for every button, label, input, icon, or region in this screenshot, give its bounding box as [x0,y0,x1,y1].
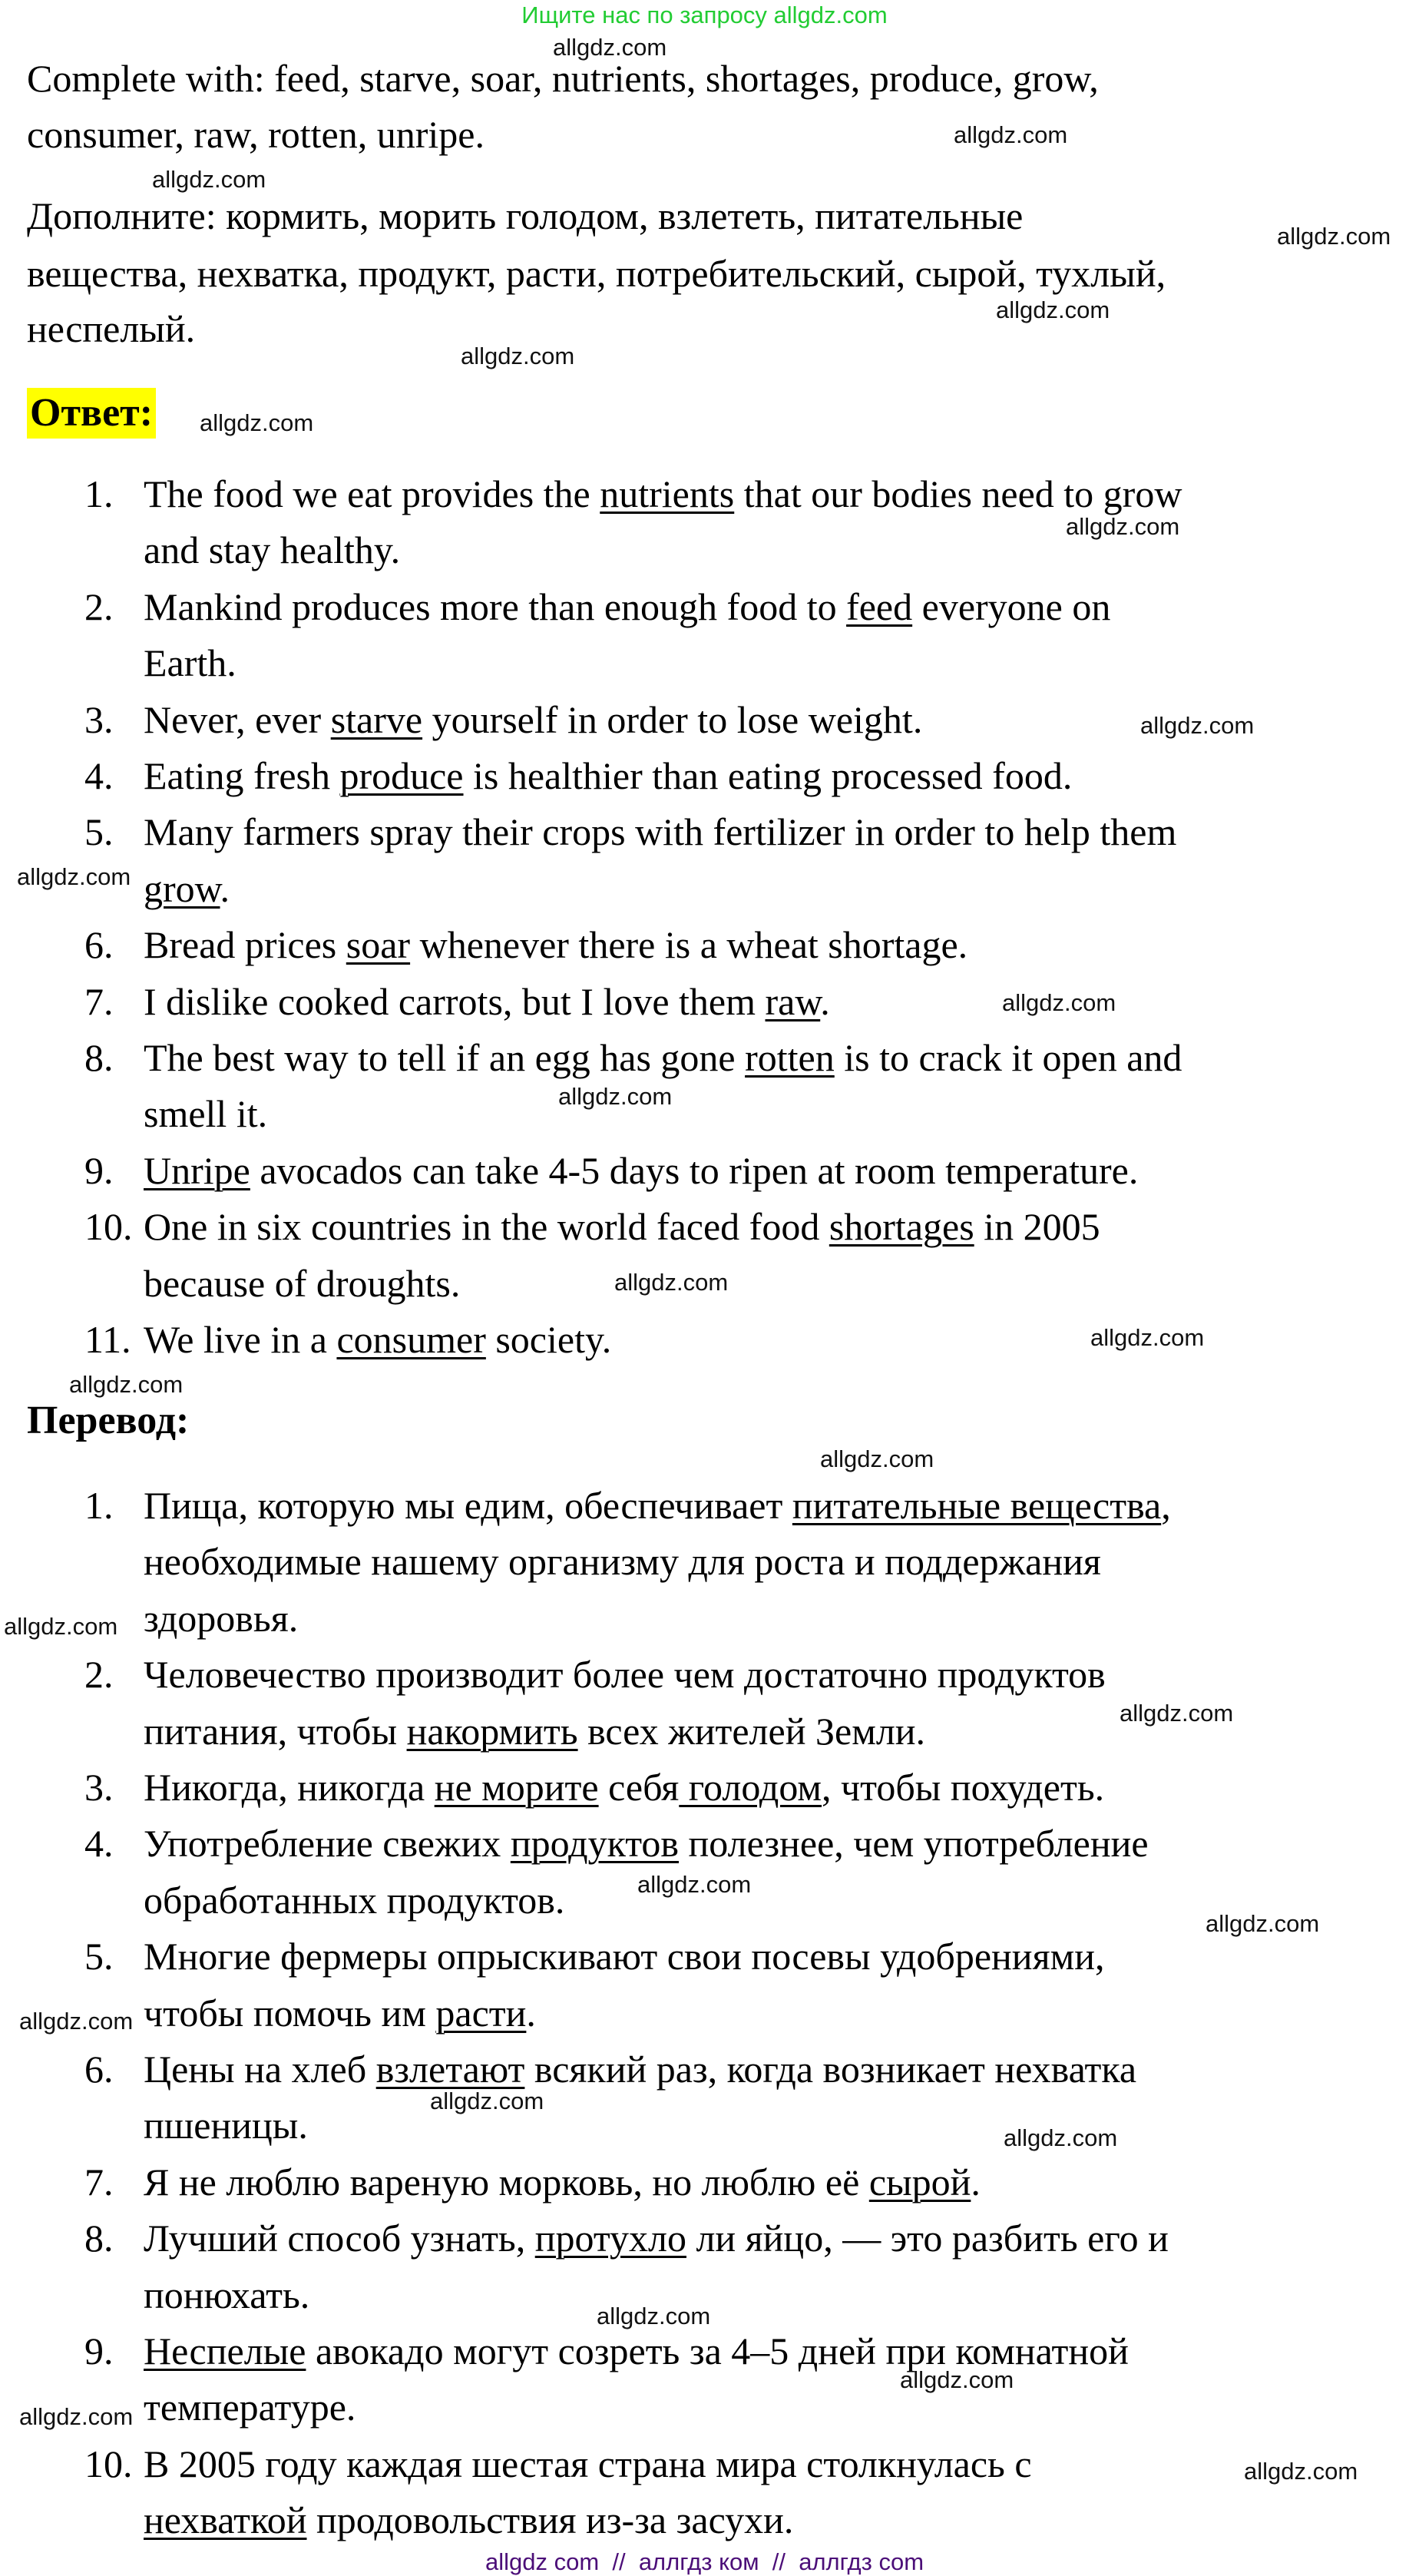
underlined-answer-word: nutrients [600,472,735,515]
sentence-text: всех жителей Земли. [577,1709,926,1753]
answer-item-number: 9. [84,1148,114,1192]
underlined-answer-word: сырой [868,2160,971,2204]
translation-item-line [144,2215,1169,2261]
translation-item-line [144,1990,536,2036]
answer-item-line [144,1091,267,1137]
translation-item-number: 7. [84,2160,114,2204]
sentence-text: всякий раз, когда возникает нехватка [524,2048,1137,2091]
underlined-answer-word: feed [846,584,913,628]
answer-item-line [144,1147,1138,1194]
underlined-answer-word: Неспелые [144,2329,306,2372]
watermark-text: allgdz.com [4,1613,118,1640]
watermark-text: allgdz.com [200,409,314,436]
task-ru-line-1: Дополните: кормить, морить голодом, взлететь, питательные [27,194,1024,237]
underlined-answer-word: питательные вещества [792,1484,1162,1527]
answer-item-line [144,1316,611,1362]
sentence-text: is to crack it open and [834,1036,1182,1079]
sentence-text: полезнее, чем употребление [679,1822,1149,1866]
watermark-text: allgdz.com [900,2366,1014,2393]
watermark-text: allgdz.com [1004,2124,1118,2151]
sentence-text: Цены на хлеб [144,2048,376,2091]
answer-item-line [144,922,967,968]
answer-heading: Ответ: [27,388,156,439]
footer-text[interactable]: allgdz com // аллгдз ком // аллгдз com [485,2548,924,2575]
watermark-text: allgdz.com [954,121,1068,148]
sentence-text: Лучший способ узнать, [144,2217,535,2260]
watermark-text: allgdz.com [1277,223,1391,250]
answer-item-line [144,1035,1182,1081]
answer-item-line [144,1204,1100,1250]
watermark-text: allgdz.com [1090,1324,1205,1351]
watermark-text: allgdz.com [1066,513,1180,540]
watermark-text: allgdz.com [1002,989,1116,1016]
underlined-answer-word: нехваткой [144,2498,307,2542]
translation-item-number: 2. [84,1653,114,1697]
watermark-text: allgdz.com [637,1871,752,1898]
watermark-text: allgdz.com [820,1445,934,1472]
answer-item-line [144,1260,460,1306]
sentence-text: обработанных продуктов. [144,1878,565,1922]
answer-item-number: 1. [84,472,114,515]
sentence-text: . [820,979,830,1023]
answer-item-number: 6. [84,923,114,967]
watermark-text: allgdz.com [69,1371,184,1398]
watermark-text: allgdz.com [430,2088,544,2114]
answer-item-number: 8. [84,1036,114,1079]
watermark-text: allgdz.com [17,863,131,890]
translation-item-number: 5. [84,1935,114,1978]
underlined-answer-word: не морите [434,1766,599,1809]
task-ru-line-2: вещества, нехватка, продукт, расти, потребительский, сырой, тухлый, [27,252,1166,295]
answer-item-line [144,753,1072,799]
answer-item-line [144,809,1176,855]
sentence-text: whenever there is a wheat shortage. [410,923,968,967]
sentence-text: чтобы помочь им [144,1991,436,2035]
site-banner-text: Ищите нас по запросу allgdz.com [521,2,888,28]
answer-item-number: 5. [84,810,114,854]
underlined-answer-word: produce [339,754,464,797]
answer-item-line [144,584,1110,630]
watermark-text: allgdz.com [1140,712,1255,739]
sentence-text: yourself in order to lose weight. [422,697,923,741]
sentence-text: здоровья. [144,1596,299,1640]
translation-item-line [144,1820,1149,1866]
sentence-text: Mankind produces more than enough food to [144,584,847,628]
sentence-text: Earth. [144,641,236,685]
answer-item-line [144,866,230,912]
sentence-text: питания, чтобы [144,1709,407,1753]
sentence-text: необходимые нашему организму для роста и поддержания [144,1540,1101,1584]
answer-item-line [144,471,1182,517]
translation-item-line [144,1595,298,1641]
translation-heading: Перевод: [27,1399,190,1442]
sentence-text: температуре. [144,2386,356,2429]
underlined-answer-word: soar [346,923,411,967]
sentence-text: We live in a [144,1318,337,1361]
sentence-text: . [526,1991,536,2035]
sentence-text: The best way to tell if an egg has gone [144,1036,746,1079]
answer-item-number: 7. [84,979,114,1023]
translation-item-line [144,2272,309,2318]
sentence-text: Bread prices [144,923,346,967]
footer-links[interactable] [0,2548,1409,2576]
underlined-answer-word: consumer [336,1318,486,1361]
underlined-answer-word: расти [435,1991,527,2035]
sentence-text: . [971,2160,981,2204]
translation-item-line [144,1651,1106,1697]
underlined-answer-word: starve [330,697,423,741]
sentence-text: Употребление свежих [144,1822,511,1866]
task-en-line-2: consumer, raw, rotten, unripe. [27,113,485,156]
answer-item-line [144,640,236,686]
answer-item-line [144,978,830,1025]
underlined-answer-word: протухло [534,2217,686,2260]
sentence-text: One in six countries in the world faced food [144,1205,829,1249]
sentence-text: себя [598,1766,680,1809]
sentence-text: society. [485,1318,612,1361]
sentence-text: понюхать. [144,2273,310,2316]
sentence-text: I dislike cooked carrots, but I love them [144,979,766,1023]
underlined-answer-word: Unripe [144,1148,250,1192]
watermark-text: allgdz.com [152,166,266,193]
watermark-text: allgdz.com [19,2403,134,2430]
underlined-answer-word: накормить [406,1709,578,1753]
translation-item-line [144,1877,564,1923]
underlined-answer-word: rotten [745,1036,835,1079]
translation-item-line [144,1708,925,1754]
watermark-text: allgdz.com [597,2303,711,2329]
translation-item-line [144,2497,793,2543]
sentence-text: ли яйцо, — это разбить его и [686,2217,1169,2260]
sentence-text: and stay healthy. [144,528,401,572]
sentence-text: , чтобы похудеть. [822,1766,1105,1809]
answer-item-line [144,527,400,573]
watermark-text: allgdz.com [1244,2458,1358,2485]
sentence-text: Я не люблю вареную морковь, но люблю её [144,2160,869,2204]
translation-item-line [144,2441,1032,2487]
translation-item-number: 3. [84,1766,114,1809]
watermark-text: allgdz.com [19,2008,134,2035]
underlined-answer-word: голодом [679,1766,822,1809]
watermark-text: allgdz.com [614,1269,729,1296]
sentence-text: Никогда, никогда [144,1766,435,1809]
translation-item-line [144,1538,1101,1584]
translation-item-number: 4. [84,1822,114,1866]
task-en-line-1: Complete with: feed, starve, soar, nutrients, shortages, produce, grow, [27,57,1099,100]
watermark-text: allgdz.com [1120,1700,1234,1727]
underlined-answer-word: raw [765,979,821,1023]
translation-item-number: 9. [84,2329,114,2372]
watermark-text: allgdz.com [461,343,575,369]
answer-item-number: 10. [84,1205,133,1249]
translation-item-line [144,2159,981,2205]
translation-item-number: 8. [84,2217,114,2260]
sentence-text: avocados can take 4-5 days to ripen at room temperature. [250,1148,1139,1192]
sentence-text: in 2005 [974,1205,1100,1249]
translation-item-number: 10. [84,2442,133,2485]
sentence-text: продовольствия из-за засухи. [306,2498,794,2542]
sentence-text: The food we eat provides the [144,472,600,515]
underlined-answer-word: взлетают [375,2048,525,2091]
answer-item-number: 4. [84,754,114,797]
translation-item-line [144,1482,1171,1528]
site-banner [0,0,1409,31]
sentence-text: пшеницы. [144,2104,308,2147]
sentence-text: everyone on [912,584,1111,628]
sentence-text: Never, ever [144,697,331,741]
translation-item-line [144,2046,1136,2092]
translation-item-line [144,2384,356,2430]
sentence-text: Многие фермеры опрыскивают свои посевы удобрениями, [144,1935,1105,1978]
answer-item-number: 2. [84,584,114,628]
translation-item-line [144,1933,1104,1979]
sentence-text: Many farmers spray their crops with fertilizer in order to help them [144,810,1177,854]
watermark-text: allgdz.com [558,1083,673,1110]
watermark-text: allgdz.com [553,34,667,61]
sentence-text: that our bodies need to grow [734,472,1182,515]
underlined-answer-word: shortages [829,1205,974,1249]
translation-item-line [144,1764,1104,1810]
sentence-text: Пища, которую мы едим, обеспечивает [144,1484,792,1527]
sentence-text: . [220,866,230,910]
answer-item-line [144,697,922,743]
sentence-text: Человечество производит более чем достаточно продуктов [144,1653,1106,1697]
sentence-text: is healthier than eating processed food. [463,754,1073,797]
sentence-text: авокадо могут созреть за 4–5 дней при комнатной [306,2329,1129,2372]
answer-item-number: 11. [84,1318,131,1361]
translation-item-line [144,2102,308,2148]
sentence-text: because of droughts. [144,1261,461,1305]
watermark-text: allgdz.com [1206,1910,1320,1937]
sentence-text: В 2005 году каждая шестая страна мира столкнулась с [144,2442,1032,2485]
underlined-answer-word: продуктов [510,1822,680,1866]
watermark-text: allgdz.com [996,296,1110,323]
sentence-text: Eating fresh [144,754,340,797]
translation-item-number: 6. [84,2048,114,2091]
answer-item-number: 3. [84,697,114,741]
underlined-answer-word: grow [144,866,220,910]
sentence-text: , [1161,1484,1171,1527]
task-ru-line-3: неспелый. [27,307,196,350]
sentence-text: smell it. [144,1092,268,1136]
translation-item-number: 1. [84,1484,114,1527]
